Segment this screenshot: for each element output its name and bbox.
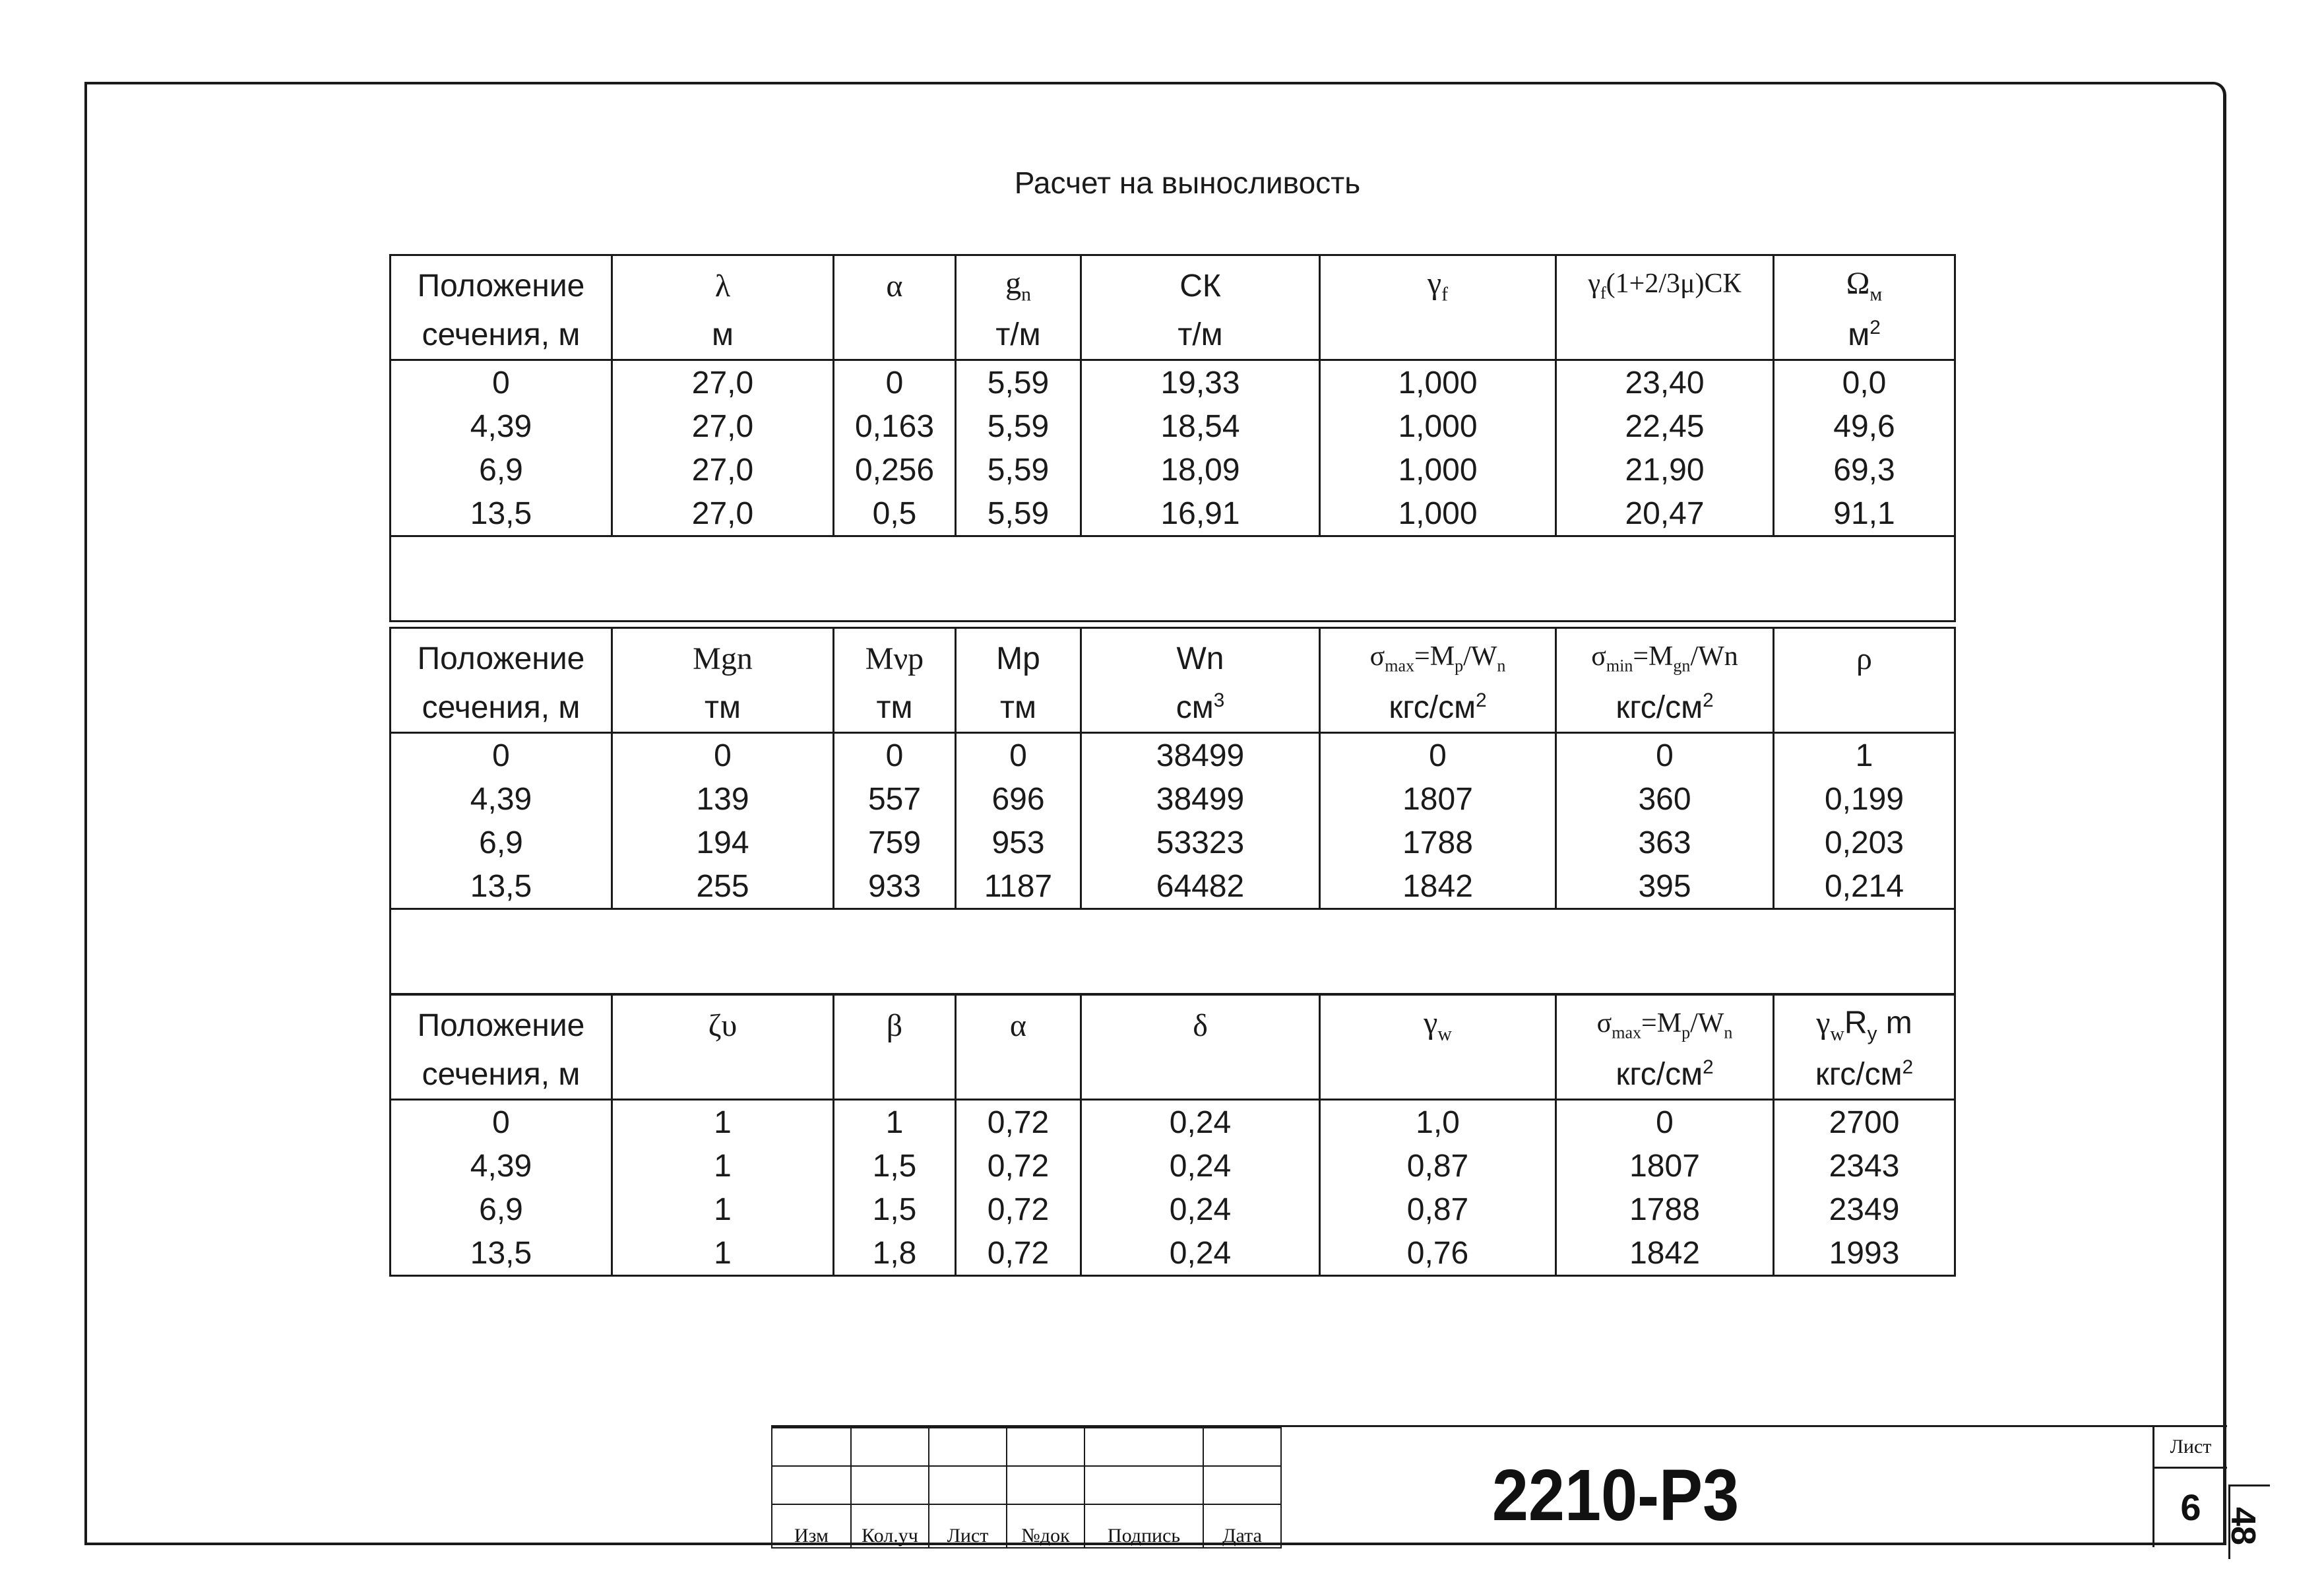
table-cell: 363 [1556,821,1774,864]
table-cell: 0,87 [1320,1144,1556,1188]
header-cell: сечения, м [391,683,612,733]
table-cell: 0,76 [1320,1231,1556,1276]
table-cell: 1842 [1320,864,1556,909]
spacer-cell [391,909,1955,994]
table-cell: 1788 [1320,821,1556,864]
header-cell-gamma-w: $\gamma_w$ [1320,995,1556,1050]
header-cell: сечения, м [391,310,612,360]
header-cell-omega: $\Omega_м$ [1774,255,1955,311]
header-cell [834,310,956,360]
stamp-column-label: Кол.уч [851,1504,929,1548]
table-cell: 1,5 [834,1188,956,1231]
table-cell: 6,9 [391,821,612,864]
table-cell: 19,33 [1081,360,1320,405]
header-cell [1774,683,1955,733]
table-cell: 1,000 [1320,492,1556,536]
table-cell: 0,72 [956,1231,1081,1276]
header-cell [1081,1050,1320,1100]
page-title: Расчет на выносливость [1014,166,1361,200]
header-cell: Mgn [612,628,834,684]
table-cell: 0 [1556,1100,1774,1145]
table-cell: 18,09 [1081,448,1320,492]
table-cell: 4,39 [391,1144,612,1188]
stamp-column-label: Дата [1203,1504,1281,1548]
header-cell: сечения, м [391,1050,612,1100]
table-cell: 2349 [1774,1188,1955,1231]
table-cell: 1788 [1556,1188,1774,1231]
header-cell: т/м [1081,310,1320,360]
header-cell-unit: кгс/$см^2$ [1320,683,1556,733]
header-cell: Mp [956,628,1081,684]
table-cell: 5,59 [956,448,1081,492]
table-cell: 759 [834,821,956,864]
table-cell: 0,163 [834,404,956,448]
table-cell: 194 [612,821,834,864]
table-cell: 1187 [956,864,1081,909]
stamp-column-label: Изм [772,1504,851,1548]
revision-header-row [772,1504,1281,1548]
header-cell: СК [1081,255,1320,311]
table-cell: 4,39 [391,404,612,448]
table-cell: 696 [956,777,1081,821]
header-cell-lambda: λ [612,255,834,311]
table-cell: 0,214 [1774,864,1955,909]
table-cell: 21,90 [1556,448,1774,492]
header-cell: Положение [391,255,612,311]
header-cell-unit-cm3: $см^3$ [1081,683,1320,733]
header-cell: Положение [391,995,612,1050]
table-cell: 20,47 [1556,492,1774,536]
table-cell: 0,24 [1081,1231,1320,1276]
table-cell: 1,5 [834,1144,956,1188]
revision-grid [771,1427,1282,1548]
header-cell: Wn [1081,628,1320,684]
table-spacer-row [391,909,1955,994]
table-cell: 557 [834,777,956,821]
table-cell: 27,0 [612,360,834,405]
document-code: 2210-Р3 [1492,1455,1740,1536]
header-cell: Положение [391,628,612,684]
table-cell: 0,5 [834,492,956,536]
header-cell: м [612,310,834,360]
table-cell: 1842 [1556,1231,1774,1276]
table-row [391,1100,1955,1145]
sheet-box [2152,1427,2227,1547]
table-cell: 49,6 [1774,404,1955,448]
table-cell: 0 [612,733,834,778]
table-cell: 16,91 [1081,492,1320,536]
header-cell: β [834,995,956,1050]
stamp-column-label: Лист [929,1504,1007,1548]
table-cell: 933 [834,864,956,909]
table-cell: 5,59 [956,360,1081,405]
table-cell: 0,24 [1081,1144,1320,1188]
table-fatigue-check [389,994,1956,1277]
spacer-cell [391,536,1955,622]
table-cell: 69,3 [1774,448,1955,492]
table-header-row [391,995,1955,1050]
table-row [391,864,1955,909]
header-cell: тм [956,683,1081,733]
table-loads [389,254,1956,622]
table-cell: 0 [956,733,1081,778]
table-moments [389,627,1956,995]
header-cell: т/м [956,310,1081,360]
revision-row [772,1466,1281,1504]
table-cell: 0,0 [1774,360,1955,405]
header-cell [834,1050,956,1100]
table-cell: 1807 [1556,1144,1774,1188]
table-cell: 0 [391,360,612,405]
header-cell-formula: $\gamma_f(1+2/3\mu)СК$ [1556,255,1774,311]
table-cell: 27,0 [612,492,834,536]
header-cell [956,1050,1081,1100]
table-cell: 0,87 [1320,1188,1556,1231]
table-row [391,1144,1955,1188]
table-row [391,1231,1955,1276]
table-cell: 0 [834,733,956,778]
table-cell: 1 [834,1100,956,1145]
table-cell: 139 [612,777,834,821]
table-cell: 0,24 [1081,1100,1320,1145]
table-row [391,404,1955,448]
header-cell: α [956,995,1081,1050]
sheet-number: 6 [2180,1486,2201,1528]
table-cell: 1 [612,1188,834,1231]
table-cell: 0 [1556,733,1774,778]
table-cell: 0,199 [1774,777,1955,821]
table-cell: 1993 [1774,1231,1955,1276]
header-cell: ζυ [612,995,834,1050]
header-cell [1320,1050,1556,1100]
table-cell: 0 [391,1100,612,1145]
table-cell: 27,0 [612,448,834,492]
table-cell: 0,72 [956,1100,1081,1145]
table-cell: 1807 [1320,777,1556,821]
table-cell: 22,45 [1556,404,1774,448]
table-cell: 1 [612,1144,834,1188]
table-header-row [391,628,1955,684]
table-header-row [391,255,1955,311]
table-cell: 23,40 [1556,360,1774,405]
table-cell: 64482 [1081,864,1320,909]
header-cell-unit: кгс/$см^2$ [1556,1050,1774,1100]
table-header-row [391,683,1955,733]
header-cell: δ [1081,995,1320,1050]
header-cell [1556,310,1774,360]
header-cell [1320,310,1556,360]
table-cell: 395 [1556,864,1774,909]
header-cell: Mνp [834,628,956,684]
table-cell: 0,24 [1081,1188,1320,1231]
table-cell: 13,5 [391,492,612,536]
revision-row [772,1428,1281,1466]
table-cell: 0,256 [834,448,956,492]
table-cell: 0,203 [1774,821,1955,864]
table-cell: 2700 [1774,1100,1955,1145]
table-cell: 1,000 [1320,448,1556,492]
table-spacer-row [391,536,1955,622]
table-cell: 38499 [1081,733,1320,778]
header-cell: тм [834,683,956,733]
header-cell-unit-m2: $м^2$ [1774,310,1955,360]
table-cell: 6,9 [391,448,612,492]
table-cell: 4,39 [391,777,612,821]
table-cell: 360 [1556,777,1774,821]
page-number: 48 [2223,1507,2262,1545]
table-row [391,1188,1955,1231]
table-cell: 1 [1774,733,1955,778]
table-cell: 18,54 [1081,404,1320,448]
table-cell: 953 [956,821,1081,864]
header-cell-gwry: $\gamma_wR_y$ m [1774,995,1955,1050]
header-cell-sigma-max: $\sigma_{max}=M_p/W_n$ [1556,995,1774,1050]
table-header-row [391,1050,1955,1100]
table-cell: 1,0 [1320,1100,1556,1145]
header-cell-alpha: α [834,255,956,311]
table-cell: 13,5 [391,1231,612,1276]
header-cell-sigma-min: $\sigma_{min}=M_{gn}/Wn$ [1556,628,1774,684]
table-cell: 27,0 [612,404,834,448]
table-header-row [391,310,1955,360]
table-row [391,360,1955,405]
table-cell: 1,000 [1320,360,1556,405]
header-cell [612,1050,834,1100]
table-cell: 0 [834,360,956,405]
table-row [391,733,1955,778]
table-cell: 0 [391,733,612,778]
table-row [391,777,1955,821]
header-cell-unit: кгс/$см^2$ [1556,683,1774,733]
table-cell: 1,000 [1320,404,1556,448]
table-cell: 2343 [1774,1144,1955,1188]
header-cell-sigma-max: $\sigma_{max}=M_p/W_n$ [1320,628,1556,684]
header-cell-unit: кгс/$см^2$ [1774,1050,1955,1100]
table-cell: 255 [612,864,834,909]
table-cell: 1 [612,1100,834,1145]
table-cell: 53323 [1081,821,1320,864]
sheet-label: Лист [2154,1427,2227,1469]
stamp-column-label: №док [1007,1504,1084,1548]
stamp-column-label: Подпись [1084,1504,1203,1548]
header-cell: тм [612,683,834,733]
table-cell: 0 [1320,733,1556,778]
header-cell: ρ [1774,628,1955,684]
header-cell-gamma-f: $\gamma_f$ [1320,255,1556,311]
title-block-stamp [771,1425,2227,1547]
page-number-box [2223,1484,2270,1559]
table-cell: 1 [612,1231,834,1276]
table-cell: 1,8 [834,1231,956,1276]
table-cell: 38499 [1081,777,1320,821]
table-cell: 6,9 [391,1188,612,1231]
table-row [391,821,1955,864]
table-row [391,448,1955,492]
table-cell: 5,59 [956,404,1081,448]
table-cell: 91,1 [1774,492,1955,536]
table-cell: 0,72 [956,1188,1081,1231]
table-row [391,492,1955,536]
table-cell: 0,72 [956,1144,1081,1188]
table-cell: 13,5 [391,864,612,909]
table-cell: 5,59 [956,492,1081,536]
header-cell-gn: $g_n$ [956,255,1081,311]
